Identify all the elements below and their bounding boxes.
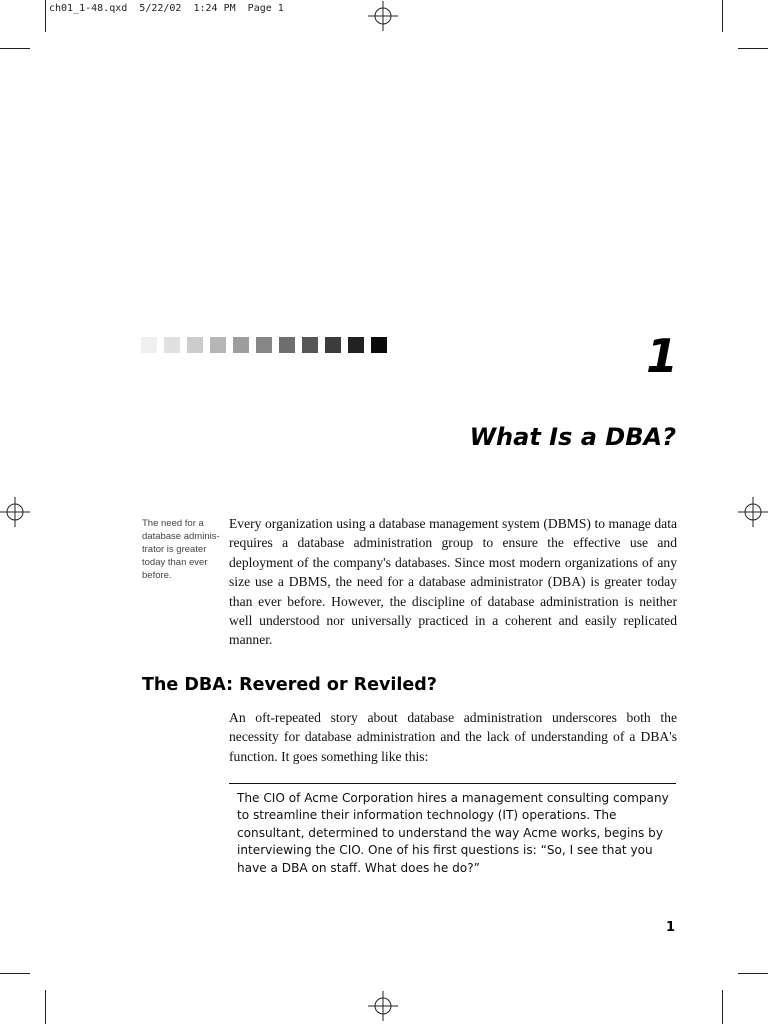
slug-line: ch01_1-48.qxd 5/22/02 1:24 PM Page 1 xyxy=(49,3,284,14)
decor-square xyxy=(210,337,226,353)
decor-square xyxy=(371,337,387,353)
registration-mark-top xyxy=(368,1,398,31)
crop-mark-top-left-h xyxy=(0,48,30,49)
crop-mark-bottom-left-v xyxy=(45,990,46,1024)
crop-mark-top-right-v xyxy=(722,0,723,32)
chapter-number: 1 xyxy=(645,329,678,383)
story-quote-box xyxy=(229,783,676,877)
decor-square xyxy=(164,337,180,353)
decor-square xyxy=(348,337,364,353)
crop-mark-top-right-h xyxy=(738,48,768,49)
decor-square xyxy=(187,337,203,353)
body-paragraph-2: An oft-repeated story about database administration underscores both the necessity for database administration and the lack of understanding of a DBA's function. It goes something like this: xyxy=(229,710,677,764)
decor-square xyxy=(279,337,295,353)
chapter-decor-squares xyxy=(141,337,387,354)
decor-square xyxy=(233,337,249,353)
crop-mark-bottom-left-h xyxy=(0,973,30,974)
body-paragraph-1: Every organization using a database management system (DBMS) to manage data requires a database administration group to ensure the effective use and deployment of the company's databases. Since most modern organizations of any size use a DBMS, the need for a database administrator (DBA) is greater today than ever before. However, the discipline of database administration is neither well understood nor universally practiced in a coherent and easily replicated manner. xyxy=(229,516,677,648)
decor-square xyxy=(141,337,157,353)
margin-note: The need for a database adminis-trator is greater today than ever before. xyxy=(142,518,220,581)
page-number: 1 xyxy=(665,920,675,935)
registration-mark-right xyxy=(738,497,768,527)
registration-mark-left xyxy=(0,497,30,527)
crop-mark-top-left-v xyxy=(45,0,46,32)
registration-mark-bottom xyxy=(368,991,398,1021)
decor-square xyxy=(256,337,272,353)
story-quote-text: The CIO of Acme Corporation hires a management consulting company to streamline their information technology (IT) operations. The consultant, determined to understand the way Acme works, begins by interviewing the CIO. One of his first questions is: “So, I see that you have a DBA on staff. What does he do?” xyxy=(237,791,669,875)
crop-mark-bottom-right-h xyxy=(738,973,768,974)
chapter-title: What Is a DBA? xyxy=(469,423,676,451)
section-heading: The DBA: Revered or Reviled? xyxy=(142,675,437,695)
crop-mark-bottom-right-v xyxy=(722,990,723,1024)
decor-square xyxy=(325,337,341,353)
decor-square xyxy=(302,337,318,353)
